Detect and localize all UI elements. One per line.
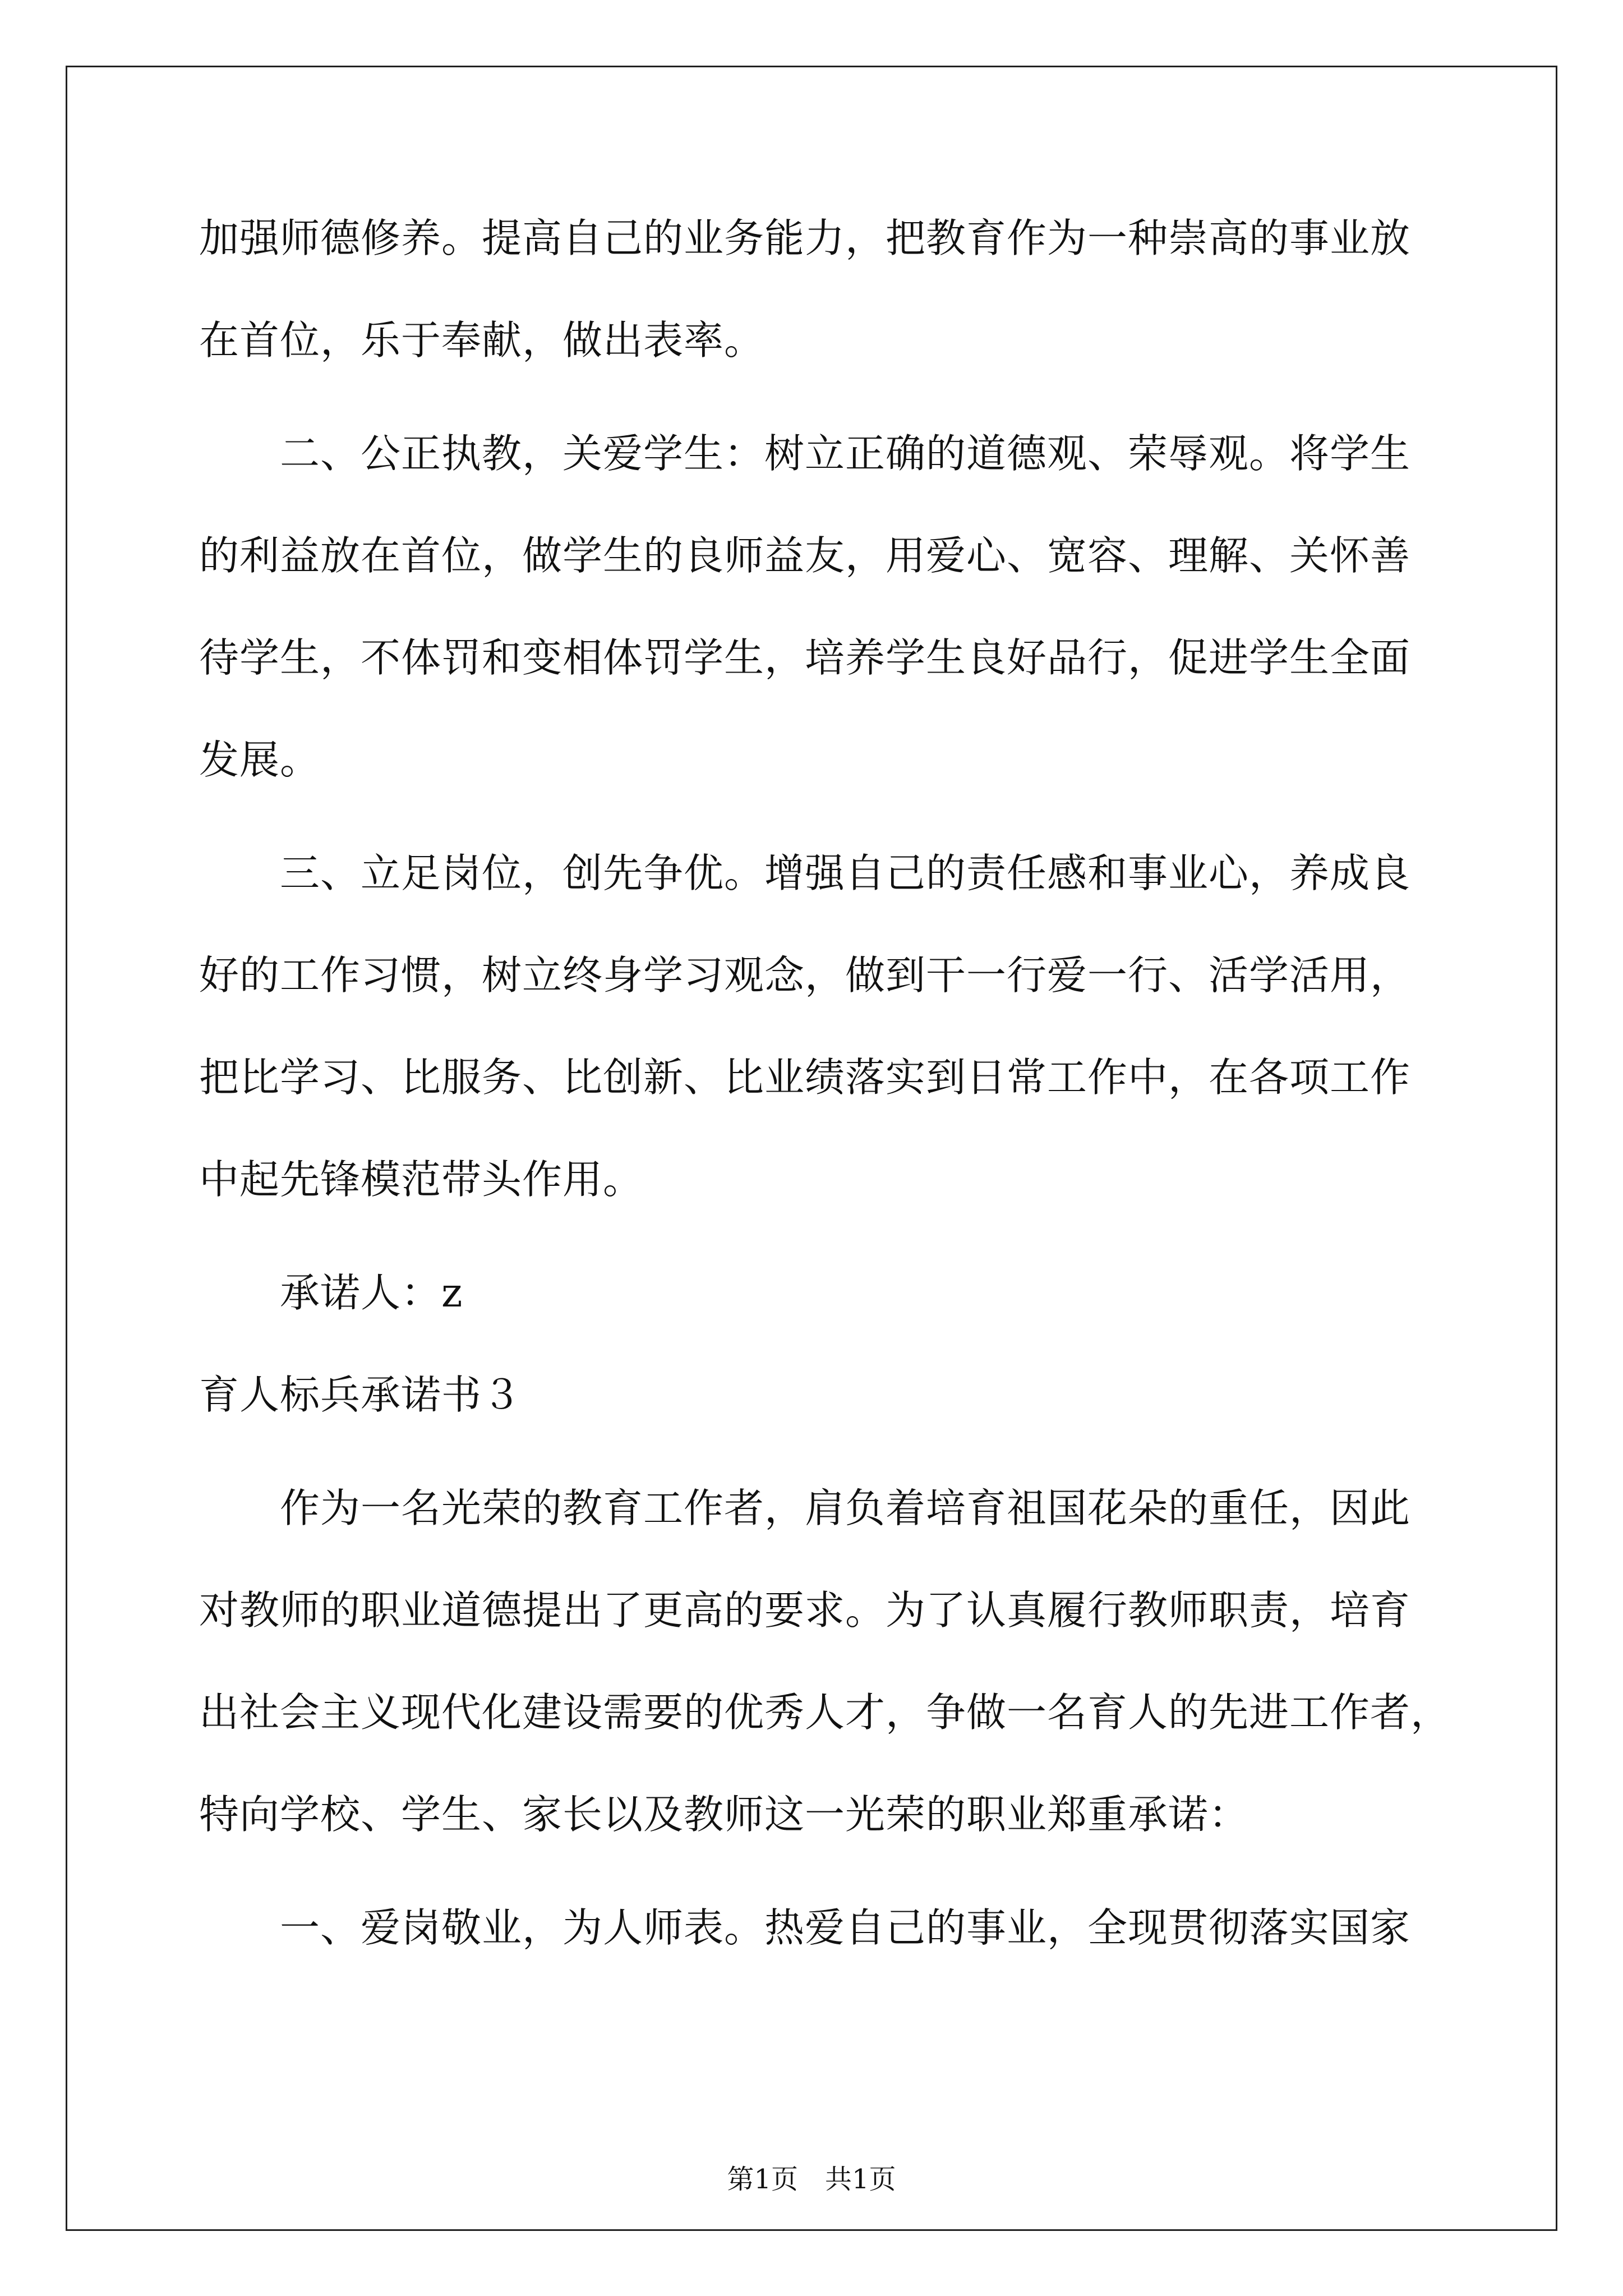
text-line: 中起先锋模范带头作用。	[199, 1156, 644, 1203]
text-line: 把比学习、比服务、比创新、比业绩落实到日常工作中，在各项工作	[199, 1054, 1411, 1101]
text-line: 出社会主义现代化建设需要的优秀人才，争做一名育人的先进工作者，	[199, 1689, 1451, 1736]
paragraph-3-start: 三、立足岗位，创先争优。增强自己的责任感和事业心，养成良	[280, 850, 1411, 896]
paragraph-1-start: 一、爱岗敬业，为人师表。热爱自己的事业，全现贯彻落实国家	[280, 1904, 1411, 1951]
text-line: 在首位，乐于奉献，做出表率。	[199, 317, 765, 364]
paragraph-intro-start: 作为一名光荣的教育工作者，肩负着培育祖国花朵的重任，因此	[280, 1485, 1411, 1531]
paragraph-2-start: 二、公正执教，关爱学生：树立正确的道德观、荣辱观。将学生	[280, 430, 1411, 477]
page-number-footer: 第1页 共1页	[727, 2164, 896, 2195]
promisor-signature-line: 承诺人：z	[280, 1269, 463, 1316]
text-line: 加强师德修养。提高自己的业务能力，把教育作为一种崇高的事业放	[199, 215, 1411, 261]
text-line: 发展。	[199, 737, 321, 783]
section-heading: 育人标兵承诺书３	[199, 1372, 523, 1418]
text-line: 待学生，不体罚和变相体罚学生，培养学生良好品行，促进学生全面	[199, 634, 1411, 681]
text-line: 好的工作习惯，树立终身学习观念，做到干一行爱一行、活学活用，	[199, 952, 1411, 999]
text-line: 对教师的职业道德提出了更高的要求。为了认真履行教师职责，培育	[199, 1587, 1411, 1634]
text-line: 特向学校、学生、家长以及教师这一光荣的职业郑重承诺：	[199, 1791, 1249, 1838]
text-line: 的利益放在首位，做学生的良师益友，用爱心、宽容、理解、关怀善	[199, 532, 1411, 579]
